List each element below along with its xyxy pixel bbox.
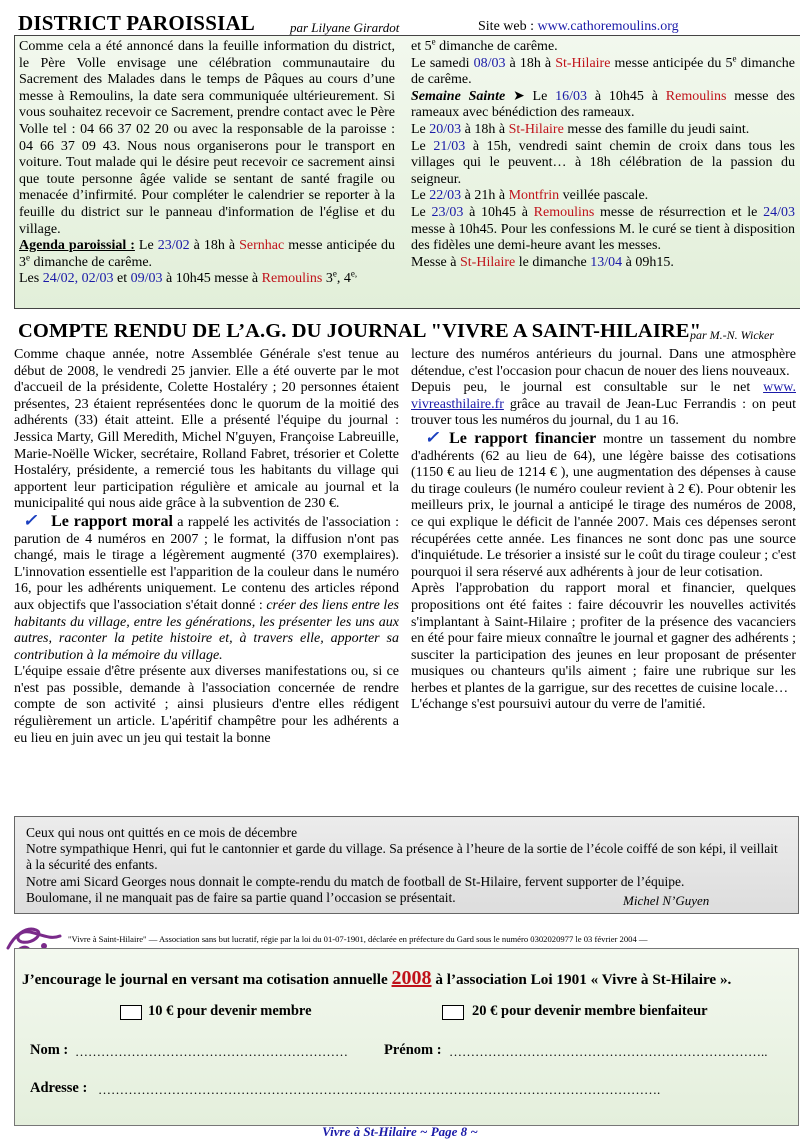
- benefactor-option-label: 20 € pour devenir membre bienfaiteur: [472, 1003, 708, 1019]
- agenda-line-5: Semaine Sainte ➤ Le 16/03 à 10h45 à Remoulins messe des rameaux avec bénédiction des rameaux.: [411, 88, 795, 121]
- ag-title: COMPTE RENDU DE L’A.G. DU JOURNAL "VIVRE A SAINT-HILAIRE": [18, 320, 702, 342]
- semaine-sainte-label: Semaine Sainte: [411, 88, 506, 104]
- ag-moral: ✓ Le rapport moral a rappelé les activités de l'association : parution de 4 numéros en 2007 ; le format, la diffusion n'ont pas changé, mais le tirage a légèrement augmenté (370 exemplaires). L'innovation essentielle est l'apparition de la couleur dans le numéro 16, pour les adhérents uniquement. Le contenu des articles répond aux objectifs que l'association s'était donné : créer des liens entre les habitants du village, entre les générations, les présenter les uns aux autres, raconter la petite histoire et, à travers elle, apporter sa contribution à la mémoire du village.: [14, 510, 399, 663]
- membership-year: 2008: [391, 967, 432, 989]
- agenda-date: 23/02: [157, 238, 190, 254]
- agenda-line-3: et 5e dimanche de carême.: [411, 36, 558, 54]
- site-link[interactable]: www.cathoremoulins.org: [537, 19, 679, 34]
- district-author: par Lilyane Girardot: [290, 20, 400, 35]
- assoc-legal-note: "Vivre à Saint-Hilaire" — Association sans but lucratif, régie par la loi du 01-07-1901, déclarée en préfecture du Gard sous le numéro 0302020977 le 03 février 2004 —: [68, 934, 648, 944]
- agenda-label: Agenda paroissial :: [19, 238, 135, 254]
- memorial-line: Boulomane, il ne manquait pas de faire sa partie quand l’occasion se présentait.: [26, 889, 456, 905]
- page-footer: Vivre à St-Hilaire ~ Page 8 ~: [322, 1124, 478, 1139]
- financier-label: Le rapport financier: [449, 429, 597, 447]
- agenda-line-8: Le 22/03 à 21h à Montfrin veillée pascale.: [411, 188, 649, 204]
- agenda-line-10: Messe à St-Hilaire le dimanche 13/04 à 09h15.: [411, 254, 674, 270]
- moral-italic: créer des liens entre les habitants du village, entre les générations, les présenter les uns aux autres, raconter la petite histoire et, à travers elle, apporter sa contribution à la mémoire du village.: [14, 597, 399, 663]
- moral-label: Le rapport moral: [51, 512, 173, 530]
- district-right-column: [411, 36, 796, 271]
- member-checkbox[interactable]: [120, 1005, 142, 1020]
- arrow-icon: ➤: [513, 88, 525, 104]
- agenda-place: Sernhac: [239, 238, 285, 254]
- agenda-date: 24/02, 02/03: [42, 271, 114, 287]
- ag-right-p4: Après l'approbation du rapport moral et financier, quelques propositions ont été faites : faire découvrir les nouvelles activités s'implantant à Saint-Hilaire ; profiter de la présence des vacanciers en été pour faire mieux connaître le journal et gagner des adhérents ; susciter la participation des jeunes en leur proposant de présenter musiques ou chanteurs qu'ils aiment ; faire une rubrique sur les herbes et plantes de la garrigue, sur des recettes de cuisine locale…: [411, 581, 796, 696]
- nom-label: Nom :: [30, 1042, 69, 1058]
- agenda-line-1: Agenda paroissial : Le 23/02 à 18h à Sernhac messe anticipée du 3e dimanche de carême.: [19, 238, 395, 270]
- membership-lead: J’encourage le journal en versant ma cotisation annuelle 2008 à l’association Loi 1901 « Vivre à St-Hilaire ».: [22, 967, 732, 989]
- ag-right-p2: Depuis peu, le journal est consultable sur le net www. vivreasthilaire.fr grâce au travail de Jean-Luc Ferrandis : on peut trouver tous les numéros du journal, du 1 au 16.: [411, 380, 796, 429]
- benefactor-checkbox[interactable]: [442, 1005, 464, 1020]
- prenom-label: Prénom :: [384, 1042, 442, 1058]
- ag-left-column: [14, 347, 399, 747]
- memorial-line: Ceux qui nous ont quittés en ce mois de décembre: [26, 825, 298, 840]
- ag-right-p1: lecture des numéros antérieurs du journal. Dans une atmosphère détendue, c'est l'occasion pour chacun de nouer des liens nouveaux.: [411, 347, 796, 379]
- memorial-line: Notre sympathique Henri, qui fut le cantonnier et garde du village. Sa présence à l’heure de la sortie de l’école coiffé de son képi, il veillait à la sécurité des enfants.: [26, 841, 778, 873]
- agenda-line-2: Les 24/02, 02/03 et 09/03 à 10h45 messe à Remoulins 3e, $4^{e,}$: [19, 268, 358, 287]
- ag-team: L'équipe essaie d'être présente aux diverses manifestations ou, si ce n'est pas possible, demande à l'association concernée de rendre compte de son activité ; ainsi plusieurs d'entre elles rédigent régulièrement un article. L'apéritif champêtre pour les adhérents a eu lieu en juin avec un jeu qui testait la bonne: [14, 664, 399, 746]
- agenda-place: Remoulins: [261, 271, 323, 287]
- ag-right-column: [411, 347, 796, 714]
- site-prefix: Site web :: [478, 19, 538, 34]
- district-site: [478, 19, 679, 35]
- check-icon: ✓: [424, 427, 443, 447]
- ag-financier: ✓ Le rapport financier montre un tassement du nombre d'adhérents (62 au lieu de 64), une légère baisse des cotisations (1150 € au lieu de 1214 € ), une augmentation des dépenses à cause du tirage couleurs (le numéro couleur revient à 2 €). Pour obtenir les meilleurs prix, le journal a anticipé le tirage des numéros de 2008, ce qui explique le déficit de l'année 2007. Mais ces dépenses seront récupérées cette année. Les finances ne sont donc pas une source d'inquiétude. Le trésorier a insisté sur le coût du tirage couleur ; c'est pourquoi il sera réservé aux adhérents à jour de leur cotisation.: [411, 427, 797, 580]
- district-header: [14, 9, 799, 37]
- memorial-signature: Michel N’Guyen: [623, 893, 710, 908]
- agenda-line-4: Le samedi 08/03 à 18h à St-Hilaire messe anticipée du 5e dimanche de carême.: [411, 52, 795, 88]
- adresse-label: Adresse :: [30, 1080, 88, 1096]
- ag-author: par M.-N. Wicker: [690, 328, 774, 342]
- district-left-column: [19, 39, 395, 288]
- ag-right-p5: L'échange s'est poursuivi autour du verre de l'amitié.: [411, 697, 706, 713]
- district-intro: Comme cela a été annoncé dans la feuille information du district, le Père Volle envisage une célébration communautaire du Sacrement des Malades dans le temps de Pâques au cours d’une messe à Remoulins, la date sera communiquée ultérieurement. Si vous souhaitez recevoir ce Sacrement, prendre contact avec le Père Volle tel : 04 66 37 02 20 ou avec la responsable de la paroisse : 04 66 37 09 43. Nous nous organiserons pour le transport en voiture. Tout malade qui le désire peut recevoir ce sacrement ainsi que toute personne âgée valide se sentant de santé fragile ou menacée d’infirmité. Pour compléter le calendrier se reporter à la feuille du district sur le panneau d'information de l'église et du village.: [19, 39, 395, 237]
- member-option-label: 10 € pour devenir membre: [148, 1003, 312, 1019]
- agenda-date: 09/03: [130, 271, 163, 287]
- district-title: DISTRICT PAROISSIAL: [18, 11, 256, 35]
- nom-field[interactable]: ………………………………………………………: [75, 1044, 348, 1059]
- journal-link[interactable]: www. vivreasthilaire.fr: [411, 380, 796, 412]
- prenom-field[interactable]: ………………………………………………………………..: [449, 1044, 768, 1059]
- ag-intro: Comme chaque année, notre Assemblée Générale s'est tenue au début de 2008, le vendredi 25 janvier. Elle a été ouverte par le mot d'accueil de la présidente, Colette Hostaléry ; 20 personnes étaient présentes, 23 étaient représentées donc le quorum de la moitié des adhérents (33) était atteint. Elle a présenté l'équipe du journal : Jessica Marty, Gill Meredith, Michel N'guyen, Françoise Labreuille, Marie-Noëlle Wicker, secrétaire, Rolland Fabret, trésorier et Colette Hostaléry, présidente, a remercié tous les habitants du village qui apportent leur participation régulière et amicale au journal et la municipalité qui nous aide grâce à la subvention de 230 €.: [14, 347, 399, 512]
- agenda-line-6: Le 20/03 à 18h à St-Hilaire messe des famille du jeudi saint.: [411, 121, 750, 137]
- memorial-line: Notre ami Sicard Georges nous donnait le compte-rendu du match de football de St-Hilaire, fervent supporter de l’équipe.: [26, 873, 685, 889]
- adresse-field[interactable]: ………………………………………………………………………………………………………………….: [98, 1082, 661, 1097]
- agenda-line-7: Le 21/03 à 15h, vendredi saint chemin de croix dans tous les villages qui le peuvent… à 18h célébration de la passion du seigneur.: [411, 138, 796, 187]
- check-icon: ✓: [22, 510, 38, 530]
- agenda-line-9: Le 23/03 à 10h45 à Remoulins messe de résurrection et le 24/03 messe à 10h45. Pour les confessions M. le curé se tient à disposition des fidèles une demi-heure avant les messes.: [411, 204, 795, 254]
